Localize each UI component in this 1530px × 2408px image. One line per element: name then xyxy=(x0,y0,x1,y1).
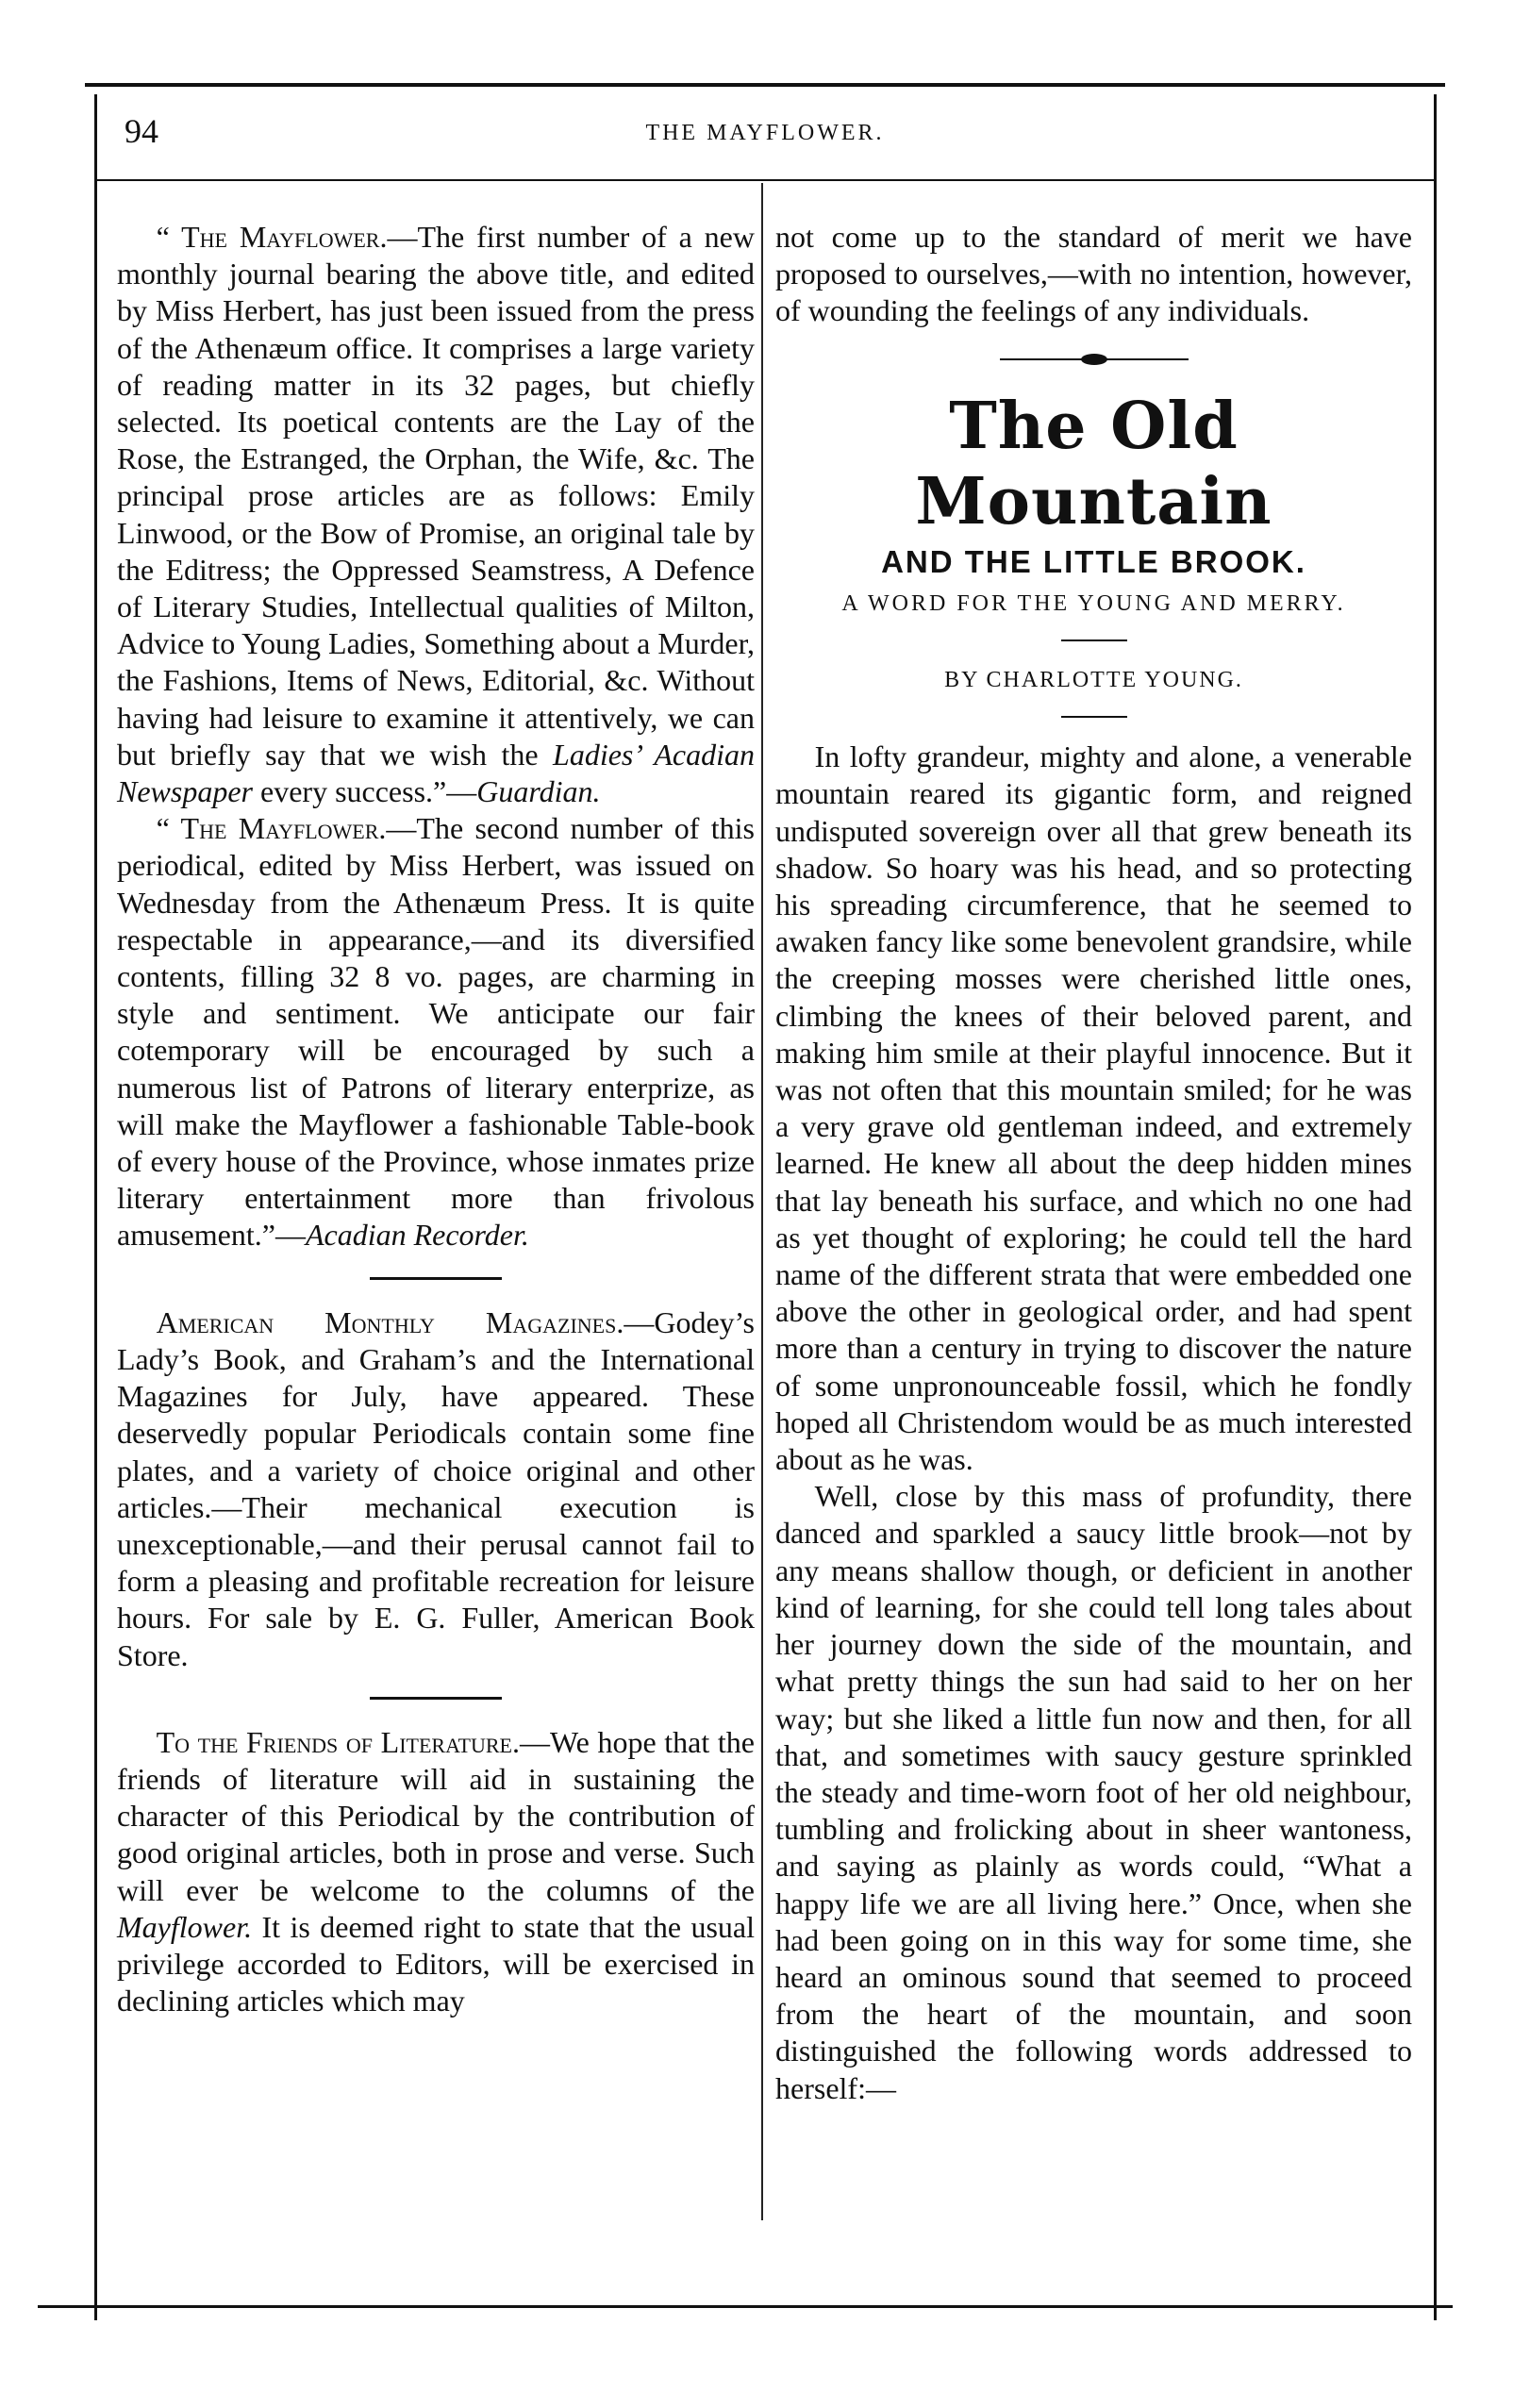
friends-lead: To the Friends of Literature. xyxy=(156,1724,520,1759)
friends-body: —We hope that the friends of literature will aid in sustaining the character of this Periodical by the contribution of good original articles, both in prose and verse. Such will ever be welcome to the columns of the xyxy=(117,1724,755,1907)
magazines-body: —Godey’s Lady’s Book, and Graham’s and the International Magazines for July, have appeared. These deservedly popular Periodicals contain some fine plates, and a variety of choice original and other articles.—Their mechanical execution is unexceptionable,—and their perusal cannot fail to form a pleasing and profitable recreation for leisure hours. For sale by E. G. Fuller, American Book Store. xyxy=(117,1304,755,1672)
section-divider xyxy=(370,1697,502,1700)
friends-notice xyxy=(117,1724,755,2020)
running-title: THE MAYFLOWER. xyxy=(645,121,885,145)
review-guardian-newspaper: Ladies’ Acadian Newspaper xyxy=(117,737,756,809)
story-subtitle: AND THE LITTLE BROOK. xyxy=(881,543,1306,579)
review-recorder-source: Acadian Recorder. xyxy=(305,1218,529,1253)
magazines-notice xyxy=(117,1304,755,1674)
section-divider xyxy=(370,1277,502,1280)
review-guardian-source: Guardian. xyxy=(476,774,601,809)
header-rule xyxy=(94,179,1434,181)
review-guardian xyxy=(117,219,755,810)
review-guardian-body: —The first number of a new monthly journal bearing the above title, and edited by Miss Herbert, has just been issued from the press of the Athenæum office. It comprises a large variety of reading matter in its 32 pages, but chiefly selected. Its poetical contents are the Lay of the Rose, the Estranged, the Orphan, the Wife, &c. The principal prose articles are as follows: Emily Linwood, or the Bow of Promise, an original tale by the Editress; the Oppressed Seamstress, A Defence of Literary Studies, Intellectual qualities of Milton, Advice to Young Ladies, Something about a Murder, the Fashions, Items of News, Editorial, &c. Without having had leisure to examine it attentively, we can but briefly say that we wish the xyxy=(117,220,755,772)
right-column xyxy=(775,219,1412,2107)
ornamental-rule xyxy=(1000,358,1189,360)
story-byline: BY CHARLOTTE YOUNG. xyxy=(944,668,1243,693)
review-recorder-lead: “ The Mayflower. xyxy=(156,811,387,846)
review-recorder-body: —The second number of this periodical, edited by Miss Herbert, was issued on Wednesday from the Athenæum Press. It is quite respectable in appearance,—and its diversified contents, filling 32 8 vo. pages, are charming in style and sentiment. We anticipate our fair cotemporary will be encouraged by such a numerous list of Patrons of literary enterprize, as will make the Mayflower a fashionable Table-book of every house of the Province, whose inmates prize literary entertainment more than frivolous amusement.”— xyxy=(117,811,755,1253)
continued-text: not come up to the standard of merit we have proposed to ourselves,—with no intention, however, of wounding the feelings of any individuals. xyxy=(775,220,1412,328)
story-title: The Old Mountain xyxy=(915,388,1272,540)
byline-rule xyxy=(1061,639,1127,641)
left-column xyxy=(117,219,755,2019)
right-border-rule xyxy=(1434,94,1437,2320)
review-guardian-lead: “ The Mayflower. xyxy=(156,220,388,254)
top-border-rule xyxy=(85,83,1445,87)
story-paragraph-2: Well, close by this mass of profundity, there danced and sparkled a saucy little brook—not by any means shallow though, or deficient in another kind of learning, for she could tell long tales about her journey down the side of the mountain, and what pretty things the sun had said to her on her way; but she liked a little fun now and then, for all that, and sometimes with saucy gesture sprinkled the steady and time-worn foot of her old neighbour, tumbling and frolicking about in sheer wantoness, and saying as plainly as words could, “What a happy life we are all living here.” Once, when she had been going on in this way for some time, she heard an ominous sound that seemed to proceed from the heart of the mountain, and soon distinguished the following words addressed to herself:— xyxy=(775,1479,1412,2105)
left-border-rule xyxy=(94,94,97,2320)
page-number: 94 xyxy=(125,112,158,150)
story-paragraph-1: In lofty grandeur, mighty and alone, a venerable mountain reared its gigantic form, and reigned undisputed sovereign over all that grew beneath its shadow. So hoary was his head, and so protecting his spreading circumference, that he seemed to awaken fancy like some benevolent grandsire, while the creeping mosses were cherished little ones, climbing the knees of their beloved parent, and making him smile at their playful innocence. But it was not often that this mountain smiled; for he was a very grave old gentleman indeed, and extremely learned. He knew all about the deep hidden mines that lay beneath his surface, and which no one had as yet thought of exploring; he could tell the hard name of the different strata that were embedded one above the other in geological order, and had spent more than a century in trying to discover the nature of some unpronounceable fossil, which he fondly hoped all Christendom would be as much interested about as he was. xyxy=(775,739,1412,1477)
magazines-lead: American Monthly Magazines. xyxy=(156,1304,624,1339)
review-guardian-tail: every success.”— xyxy=(253,774,477,809)
bottom-border-rule xyxy=(38,2305,1453,2308)
column-divider xyxy=(761,183,763,2220)
friends-mayflower: Mayflower. xyxy=(117,1909,253,1944)
byline-rule xyxy=(1061,716,1127,718)
review-recorder xyxy=(117,810,755,1254)
story-tagline: A WORD FOR THE YOUNG AND MERRY. xyxy=(841,590,1346,616)
friends-tail: It is deemed right to state that the usual privilege accorded to Editors, will be exercised in declining articles which may xyxy=(117,1909,755,2018)
